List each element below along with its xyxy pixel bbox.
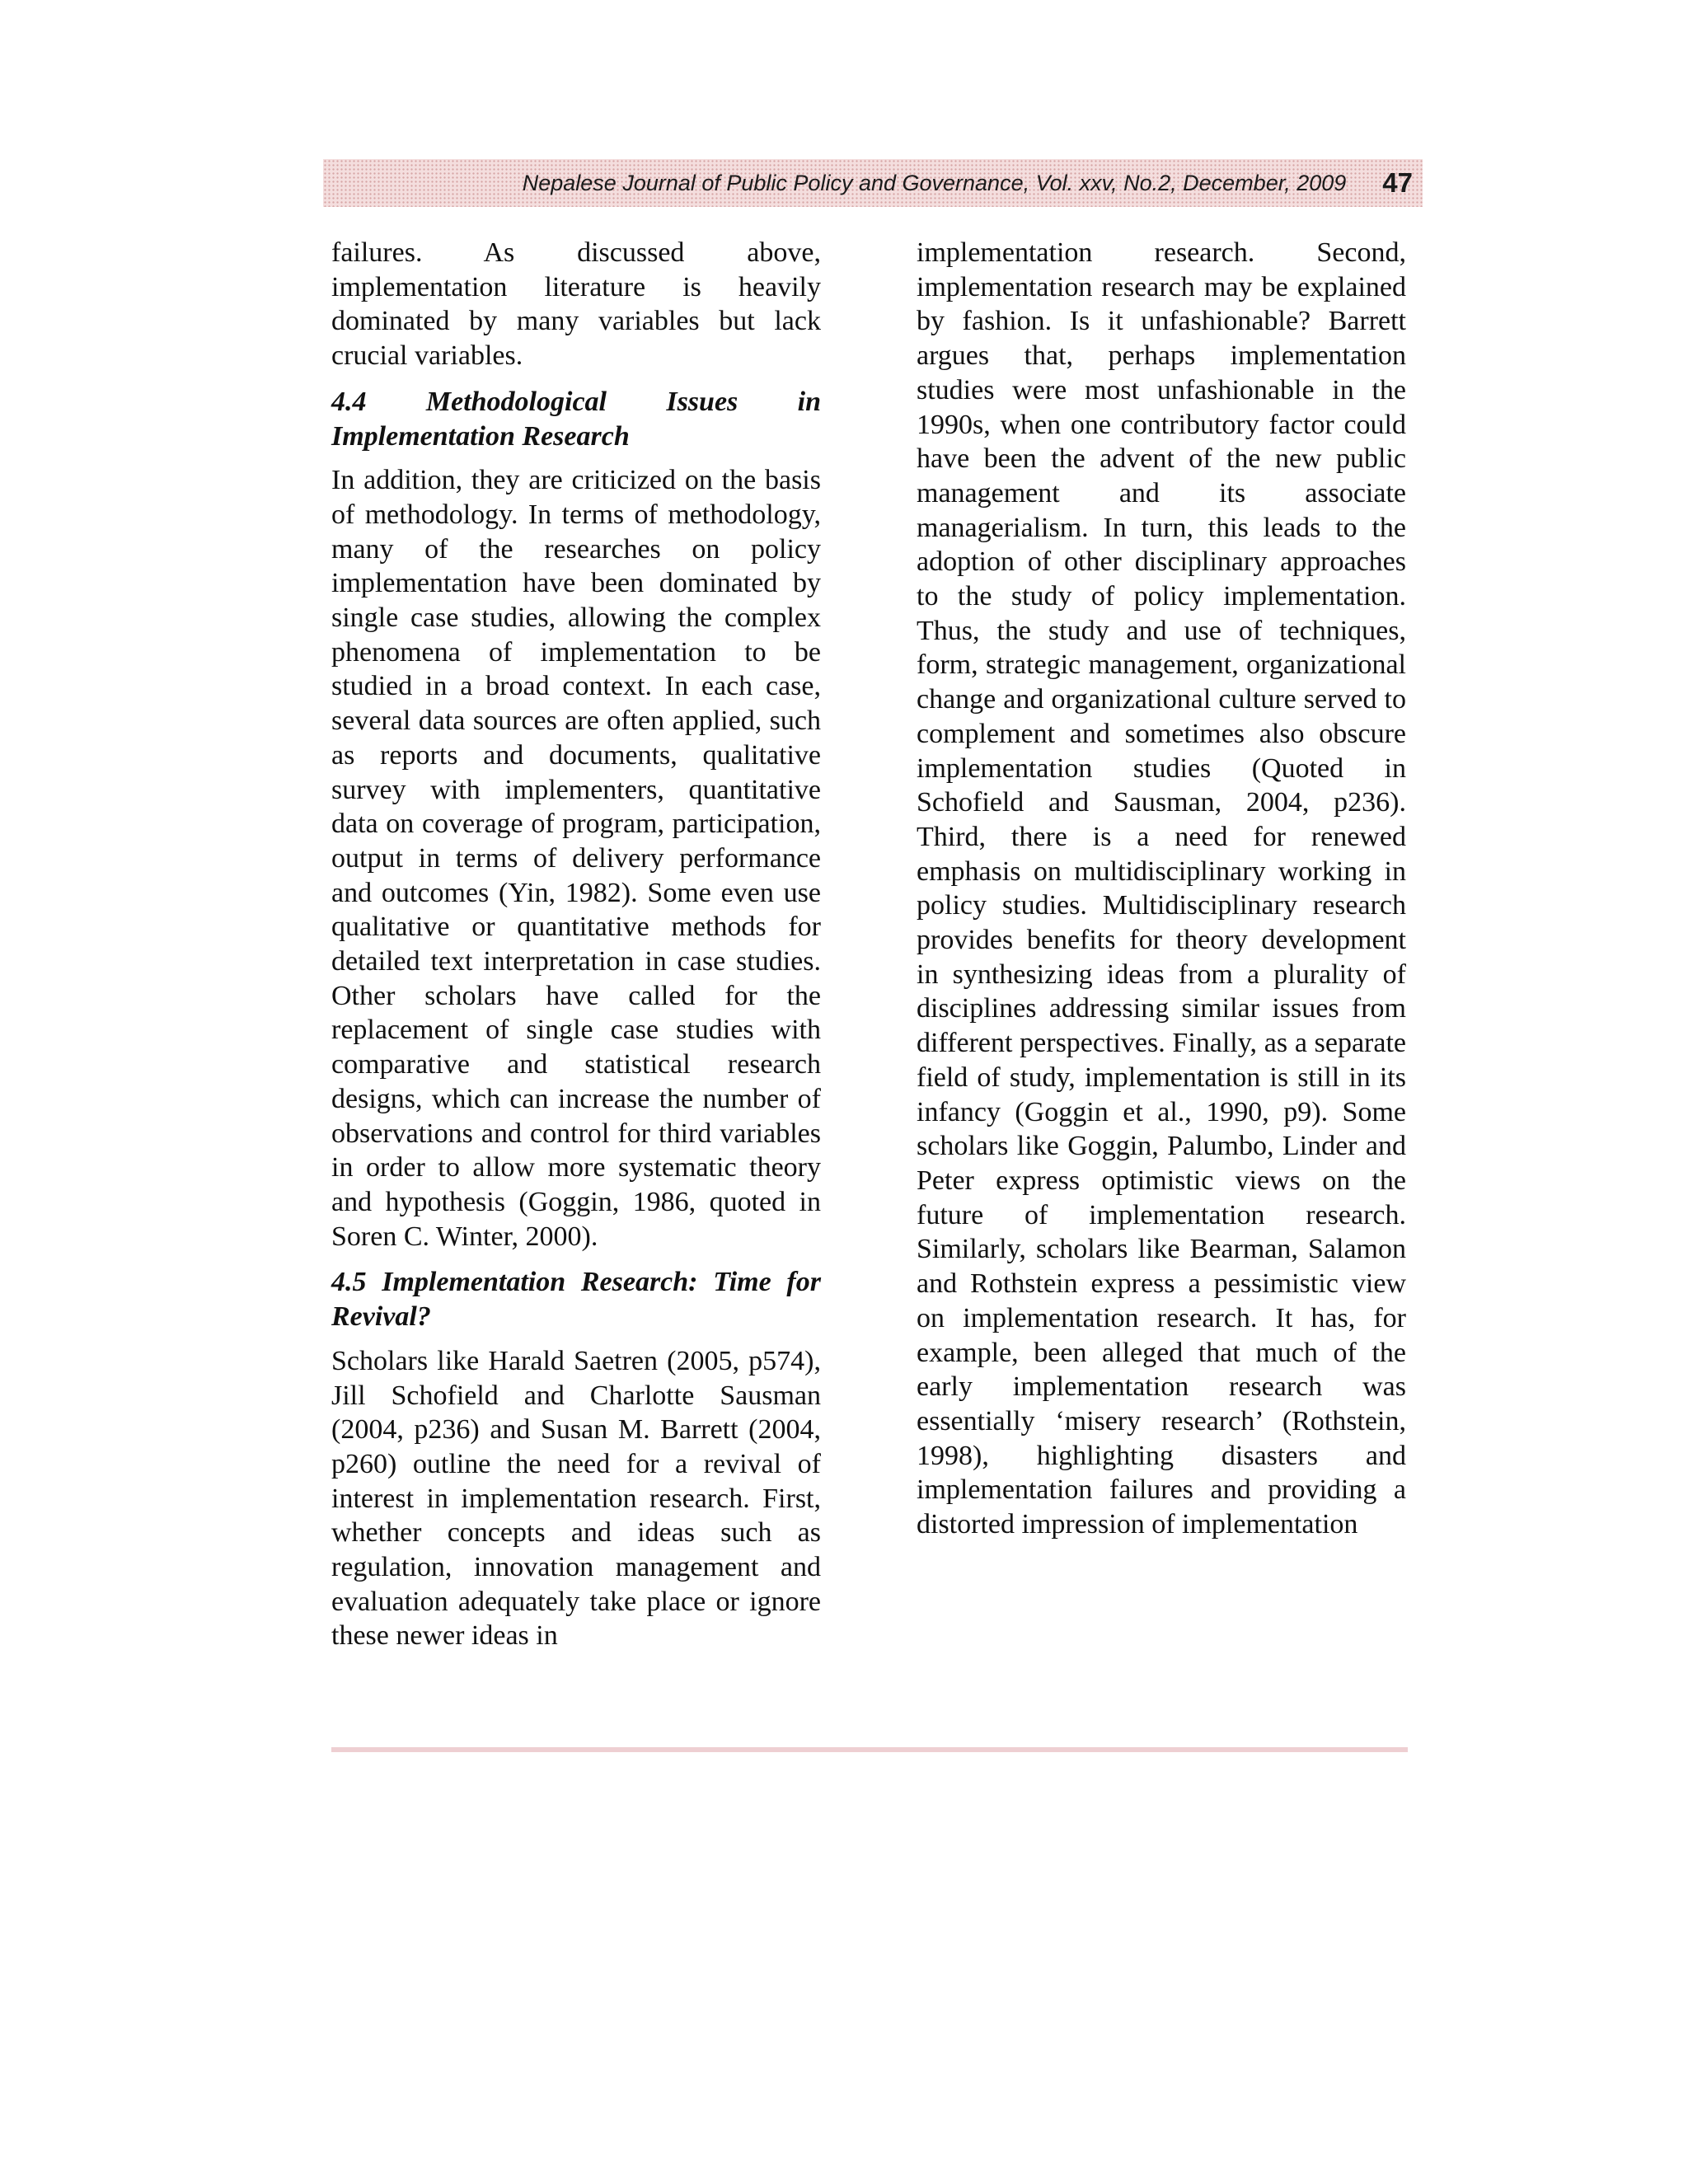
footer-rule (331, 1747, 1408, 1752)
paragraph-revival: Scholars like Harald Saetren (2005, p574), Jill Schofield and Charlotte Sausman (2004, p236) and Susan M. Barrett (2004, p260) outline the need for a revival of interest in implementation research. First, whether concepts and ideas such as regulation, innovation management and evaluation adequately take place or ignore these newer ideas in (331, 1345, 821, 1652)
paragraph-methodology: In addition, they are criticized on the basis of methodology. In terms of methodology, many of the researches on policy implementation have been dominated by single case studies, allowing the complex phenomena of implementation to be studied in a broad context. In each case, several data sources are often applied, such as reports and documents, qualitative survey with implementers, quantitative data on coverage of program, participation, output in terms of delivery performance and outcomes (Yin, 1982). Some even use qualitative or quantitative methods for detailed text interpretation in case studies. Other scholars have called for the replacement of single case studies with comparative and statistical research designs, which can increase the number of observations and control for third variables in order to allow more systematic theory and hypothesis (Goggin, 1986, quoted in Soren C. Winter, 2000). (331, 465, 821, 1252)
section-heading-4-4: 4.4 Methodological Issues in Implementation Research (331, 386, 821, 452)
journal-reference: Nepalese Journal of Public Policy and Governance, Vol. xxv, No.2, December, 2009 (522, 170, 1347, 195)
left-column (331, 236, 821, 1653)
paragraph-failures: failures. As discussed above, implementation literature is heavily dominated by many variables but lack crucial variables. (331, 237, 821, 372)
page-number: 47 (1382, 167, 1413, 198)
paragraph-continuation: implementation research. Second, implementation research may be explained by fashion. Is it unfashionable? Barrett argues that, perhaps implementation studies were most unfashionable in the 1990s, when one contributory factor could have been the advent of the new public management and its associate managerialism. In turn, this leads to the adoption of other disciplinary approaches to the study of policy implementation. Thus, the study and use of techniques, form, strategic management, organizational change and organizational culture served to complement and sometimes also obscure implementation studies (Quoted in Schofield and Sausman, 2004, p236). Third, there is a need for renewed emphasis on multidisciplinary working in policy studies. Multidisciplinary research provides benefits for theory development in synthesizing ideas from a plurality of disciplines addressing similar issues from different perspectives. Finally, as a separate field of study, implementation is still in its infancy (Goggin et al., 1990, p9). Some scholars like Goggin, Palumbo, Linder and Peter express optimistic views on the future of implementation research. Similarly, scholars like Bearman, Salamon and Rothstein express a pessimistic view on implementation research. It has, for example, been alleged that much of the early implementation research was essentially ‘misery research’ (Rothstein, 1998), highlighting disasters and implementation failures and providing a distorted impression of implementation (917, 237, 1406, 1540)
right-column (917, 236, 1406, 1542)
section-heading-4-5: 4.5 Implementation Research: Time for Revival? (331, 1267, 821, 1333)
running-header (323, 159, 1413, 207)
